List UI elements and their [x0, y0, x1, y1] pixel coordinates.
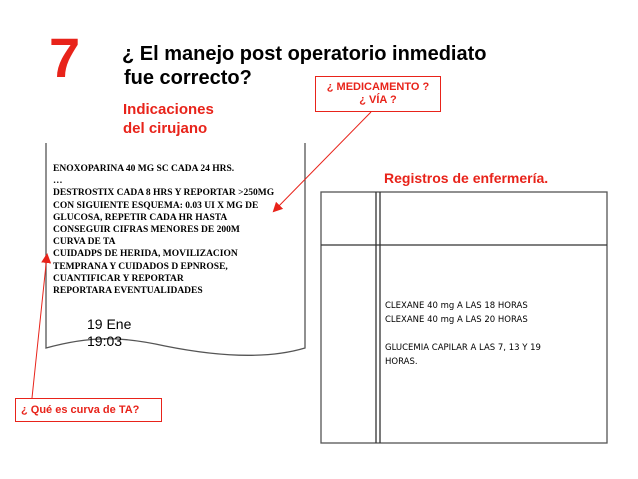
- nursing-records-title: Registros de enfermería.: [384, 170, 549, 186]
- title-line-1: ¿ El manejo post operatorio inmediato: [122, 43, 487, 65]
- surgeon-orders-text: [53, 163, 308, 297]
- title-line-2: fue correcto?: [124, 67, 252, 89]
- order-time: 19:03: [87, 333, 123, 349]
- record-line: [385, 327, 605, 341]
- medication-callout-line-2: ¿ VÍA ?: [359, 94, 397, 106]
- slide-number: 7: [49, 26, 81, 89]
- order-date: 19 Ene: [87, 316, 132, 332]
- record-line: CLEXANE 40 mg A LAS 20 HORAS: [385, 315, 528, 325]
- order-line: CONSEGUIR CIFRAS MENORES DE 200M: [53, 225, 240, 236]
- medication-callout: [315, 76, 441, 112]
- subtitle-line-2: del cirujano: [123, 120, 208, 137]
- record-line: HORAS.: [385, 357, 418, 367]
- record-line: GLUCEMIA CAPILAR A LAS 7, 13 Y 19: [385, 343, 541, 353]
- order-line: ENOXOPARINA 40 MG SC CADA 24 HRS.: [53, 164, 235, 174]
- order-line: GLUCOSA, REPETIR CADA HR HASTA: [53, 212, 228, 223]
- order-line: …: [53, 176, 63, 187]
- order-timestamp: [87, 316, 131, 350]
- order-line: REPORTARA EVENTUALIDADES: [53, 286, 203, 297]
- order-line: CUANTIFICAR Y REPORTAR: [53, 273, 184, 284]
- order-line: TEMPRANA Y CUIDADOS D EPNROSE,: [53, 261, 228, 272]
- order-line: CON SIGUIENTE ESQUEMA: 0.03 UI X MG DE: [53, 200, 259, 211]
- curve-arrow: [32, 255, 47, 398]
- order-line: DESTROSTIX CADA 8 HRS Y REPORTAR >250MG: [53, 188, 275, 199]
- order-line: CURVA DE TA: [53, 237, 116, 248]
- subtitle-line-1: Indicaciones: [123, 101, 214, 118]
- nursing-records-text: [385, 299, 605, 369]
- record-line: CLEXANE 40 mg A LAS 18 HORAS: [385, 301, 528, 311]
- order-line: CUIDADPS DE HERIDA, MOVILIZACION: [53, 249, 238, 260]
- curve-question-callout: ¿ Qué es curva de TA?: [15, 398, 162, 422]
- surgeon-orders-heading: [123, 100, 214, 138]
- medication-callout-line-1: ¿ MEDICAMENTO ?: [326, 81, 430, 93]
